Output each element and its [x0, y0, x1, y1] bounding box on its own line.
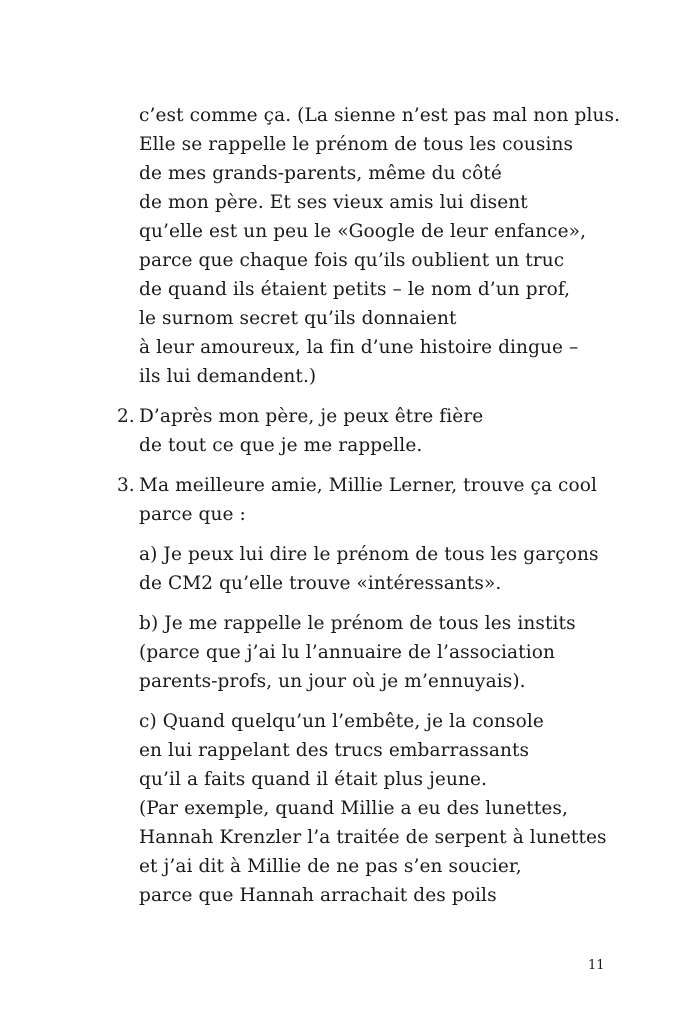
- text-line: parce que :: [139, 504, 246, 525]
- text-line: c’est comme ça. (La sienne n’est pas mal non plus.: [139, 105, 621, 126]
- text-line: (parce que j’ai lu l’annuaire de l’association: [139, 642, 555, 663]
- text-line: (Par exemple, quand Millie a eu des lunettes,: [139, 798, 568, 819]
- text-line: Elle se rappelle le prénom de tous les cousins: [139, 134, 574, 155]
- text-line: parents-profs, un jour où je m’ennuyais).: [139, 671, 526, 692]
- text-line: en lui rappelant des trucs embarrassants: [139, 740, 530, 761]
- text-line: à leur amoureux, la fin d’une histoire dingue –: [139, 337, 579, 358]
- text-line: le surnom secret qu’ils donnaient: [139, 308, 457, 329]
- text-line: qu’il a faits quand il était plus jeune.: [139, 769, 488, 790]
- text-line: ils lui demandent.): [139, 366, 317, 387]
- text-line: de quand ils étaient petits – le nom d’un prof,: [139, 279, 571, 300]
- text-line: parce que Hannah arrachait des poils: [139, 885, 497, 906]
- text-line: Ma meilleure amie, Millie Lerner, trouve ça cool: [139, 475, 598, 496]
- text-line: de tout ce que je me rappelle.: [139, 435, 423, 456]
- text-line: de mes grands-parents, même du côté: [139, 163, 502, 184]
- page-number: 11: [588, 958, 605, 973]
- text-line: Hannah Krenzler l’a traitée de serpent à lunettes: [139, 827, 607, 848]
- text-line: c) Quand quelqu’un l’embête, je la console: [139, 711, 544, 732]
- text-line: qu’elle est un peu le «Google de leur enfance»,: [139, 221, 587, 242]
- text-line: de CM2 qu’elle trouve «intéressants».: [139, 573, 502, 594]
- text-line: b) Je me rappelle le prénom de tous les instits: [139, 613, 576, 634]
- list-number: 3.: [117, 475, 135, 496]
- text-line: et j’ai dit à Millie de ne pas s’en soucier,: [139, 856, 522, 877]
- text-line: parce que chaque fois qu’ils oublient un truc: [139, 250, 565, 271]
- text-line: a) Je peux lui dire le prénom de tous les garçons: [139, 544, 599, 565]
- list-number: 2.: [117, 406, 135, 427]
- text-line: de mon père. Et ses vieux amis lui disent: [139, 192, 528, 213]
- text-line: D’après mon père, je peux être fière: [139, 406, 484, 427]
